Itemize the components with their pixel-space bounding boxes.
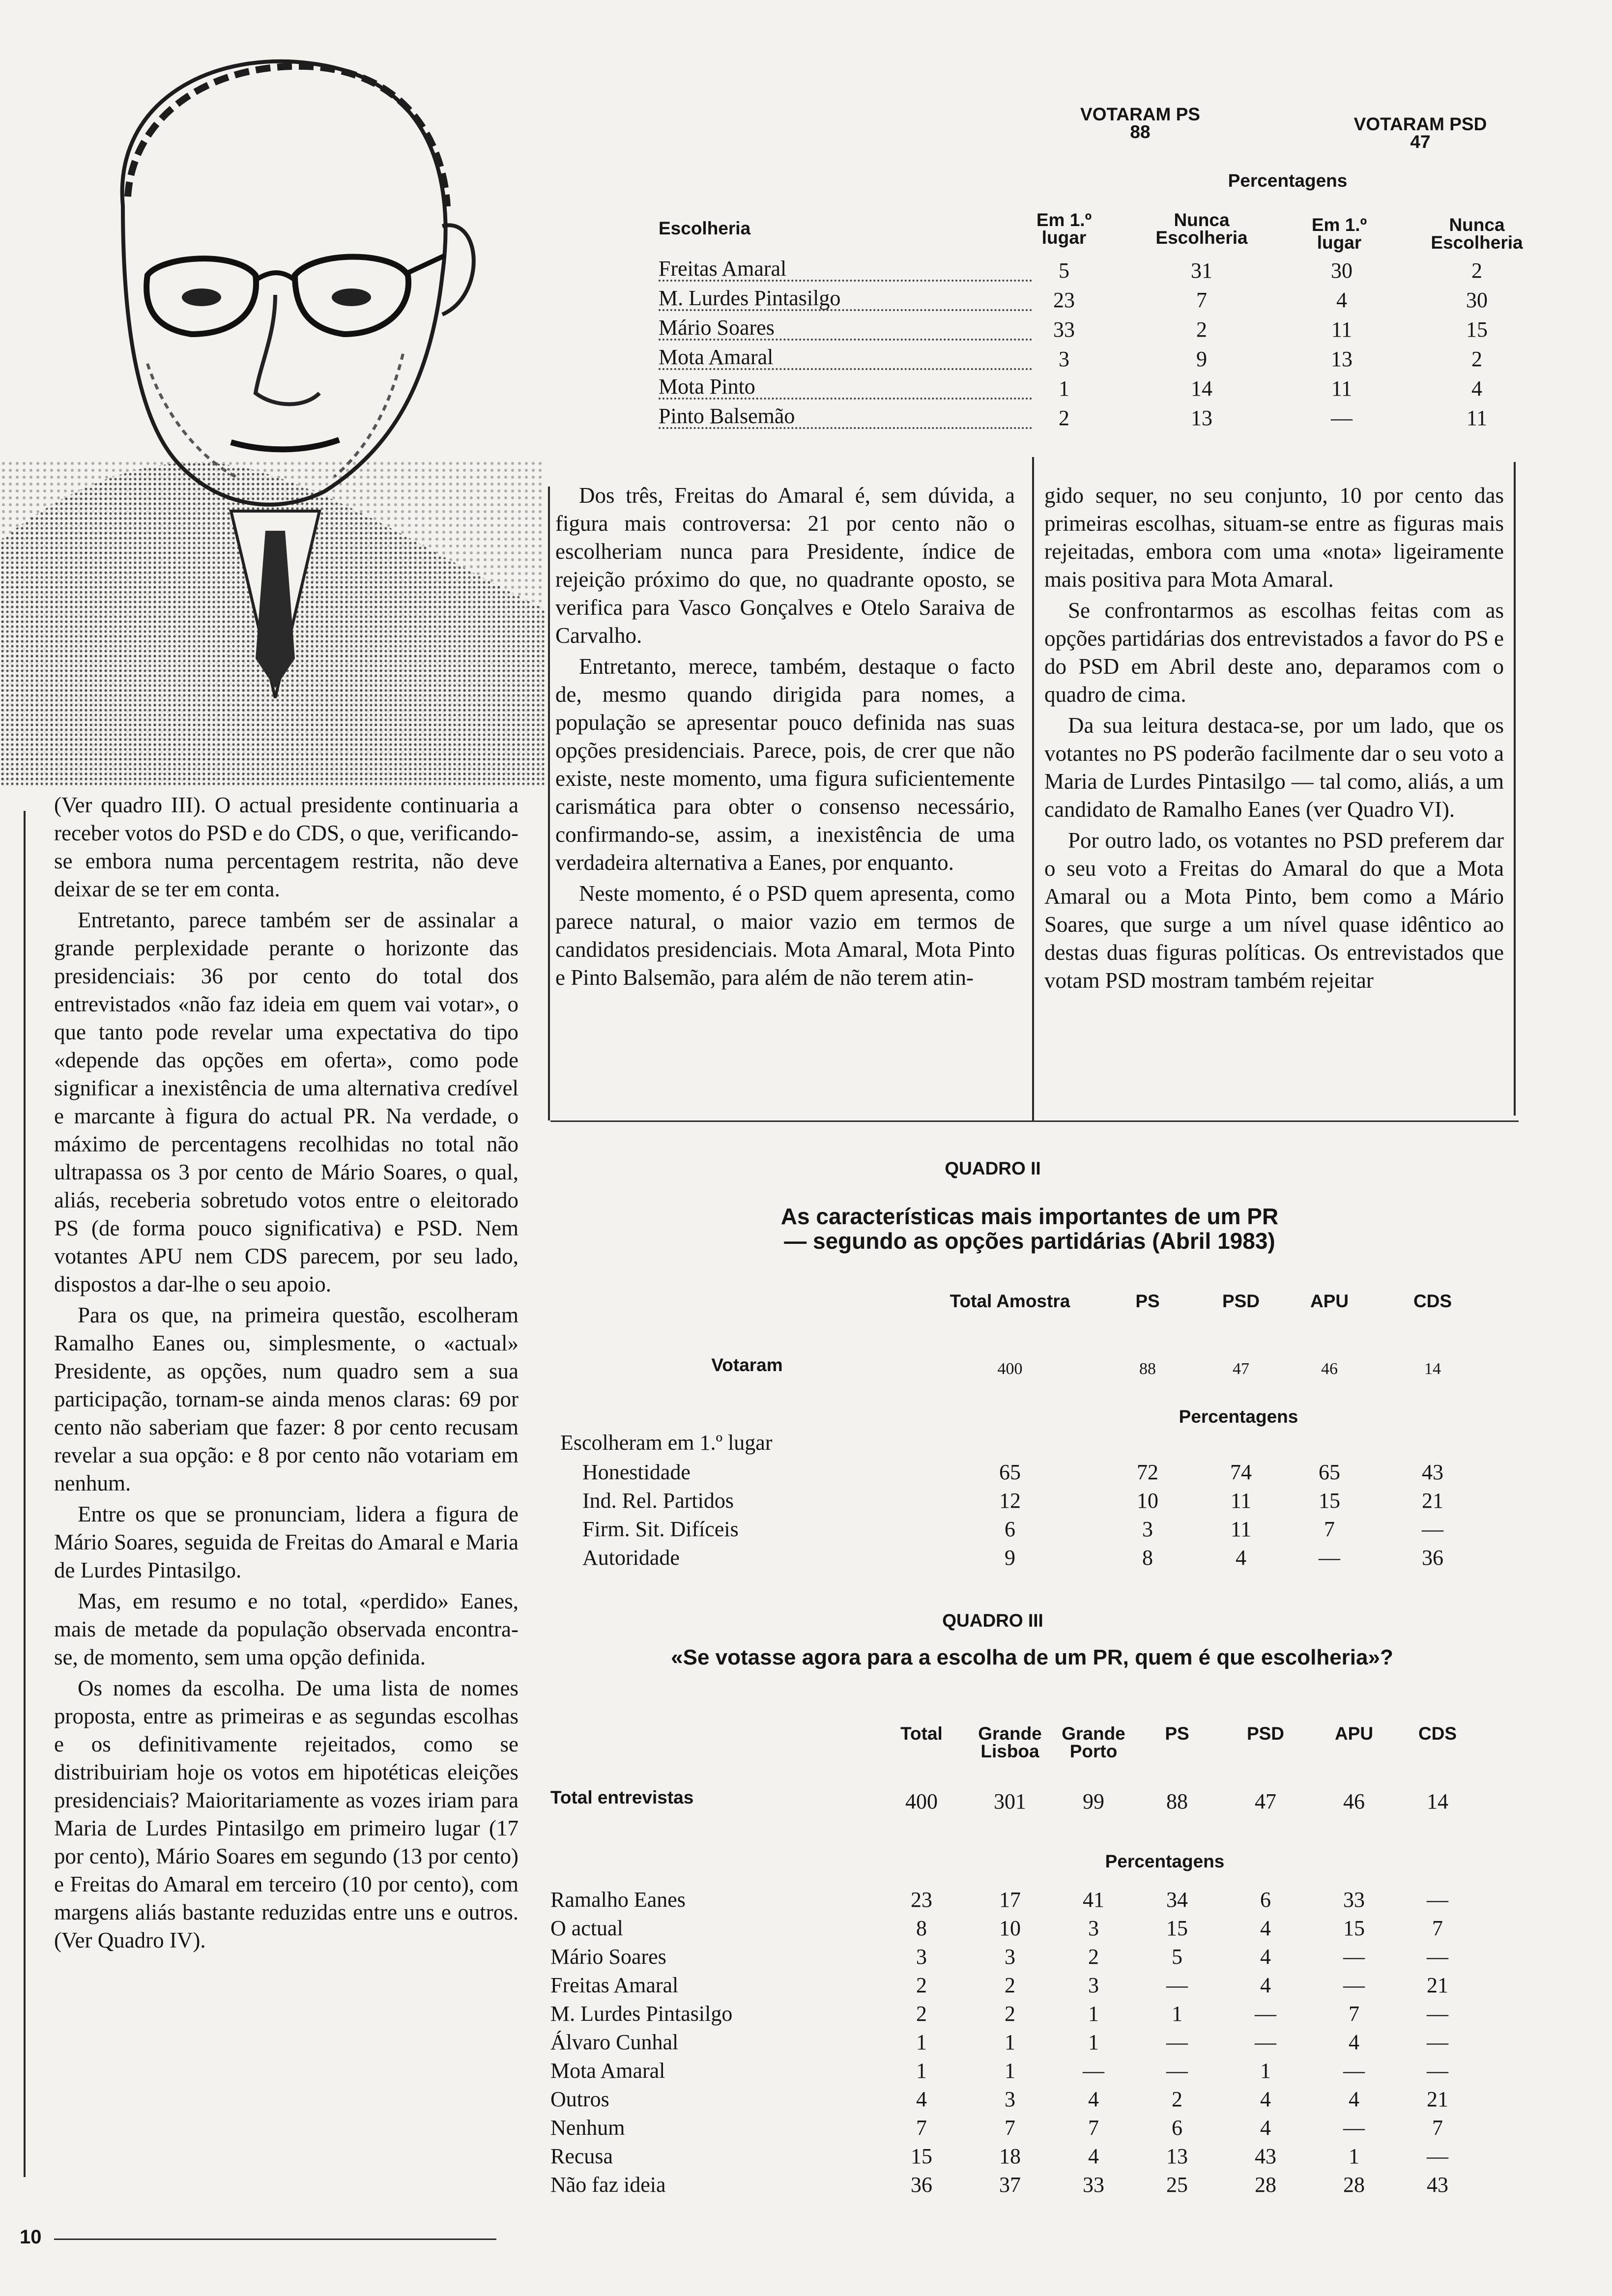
- paragraph: Dos três, Freitas do Amaral é, sem dúvida, a figura mais controversa: 21 por cento não o escolheriam nunca para Presidente, índice de rejeição próximo do que, no quadrante oposto, se verifica para Vasco Gonçalves e Otelo Saraiva de Carvalho.: [555, 483, 1015, 648]
- column-middle: [555, 482, 1015, 995]
- table-cell: —: [1427, 1945, 1448, 1969]
- table-cell: 28: [1343, 2173, 1365, 2197]
- paragraph: Por outro lado, os votantes no PSD preferem dar o seu voto a Freitas do Amaral do que a Mota Amaral ou a Mota Pinto, bem como a Mário Soares, que surge a um nível quase idêntico ao destas duas figuras políticas. Os entrevistados que votam PSD mostram também rejeitar: [1044, 828, 1504, 993]
- table-cell: 25: [1166, 2173, 1188, 2197]
- table-cell: 15: [1343, 1916, 1365, 1940]
- table-cell: 4: [1236, 1546, 1246, 1570]
- portrait-photo: [0, 20, 546, 786]
- table-row-name: Mota Amaral: [659, 346, 1032, 370]
- table-cell: —: [1427, 1888, 1448, 1912]
- table-cell: —: [1343, 2116, 1365, 2140]
- table-cell: 13: [1331, 347, 1353, 371]
- quadro-iii-label: QUADRO III: [942, 1610, 1043, 1631]
- paragraph: gido sequer, no seu conjunto, 10 por cento das primeiras escolhas, situam-se entre as figuras mais rejeitadas, embora com uma «nota» ligeiramente mais positiva para Mota Amaral.: [1044, 483, 1504, 592]
- table-cell: 36: [911, 2173, 932, 2197]
- table-cell: 4: [1471, 376, 1482, 401]
- table-cell: 88: [1139, 1360, 1156, 1378]
- table-cell: 8: [1142, 1546, 1153, 1570]
- group-title: VOTARAM PSD: [1353, 114, 1487, 134]
- table-cell: 31: [1191, 258, 1212, 283]
- table-cell: 11: [1466, 406, 1488, 430]
- table-row-name: Freitas Amaral: [659, 258, 1032, 282]
- col-header: PS: [1135, 1291, 1160, 1311]
- table-cell: 46: [1321, 1360, 1338, 1378]
- table-row-name: O actual: [550, 1916, 623, 1940]
- table-row-name: Mota Pinto: [659, 376, 1032, 400]
- table-cell: 21: [1422, 1489, 1443, 1513]
- table-cell: 4: [1260, 1916, 1271, 1940]
- col-header: Nunca Escolheria: [1155, 210, 1248, 248]
- table-cell: 2: [1196, 317, 1207, 342]
- col-header: Grande Lisboa: [978, 1723, 1042, 1761]
- table-row-name: Freitas Amaral: [550, 1973, 679, 1997]
- table-row-name: Ind. Rel. Partidos: [582, 1489, 734, 1513]
- table-cell: 2: [1471, 347, 1482, 371]
- quadro-ii-label: QUADRO II: [945, 1158, 1041, 1178]
- table-cell: 4: [1260, 1945, 1271, 1969]
- table-cell: 15: [911, 2144, 932, 2168]
- table-cell: 3: [1088, 1916, 1099, 1940]
- table-cell: 7: [1005, 2116, 1015, 2140]
- paragraph: (Ver quadro III). O actual presidente continuaria a receber votos do PSD e do CDS, o que, verificando-se embora numa percentagem restrita, não deve deixar de se ter em conta.: [54, 793, 518, 901]
- table-cell: 4: [1349, 2087, 1359, 2111]
- table-cell: 400: [905, 1789, 938, 1813]
- column-left: [54, 791, 518, 1957]
- table-cell: 6: [1172, 2116, 1182, 2140]
- table-cell: 1: [1260, 2059, 1271, 2083]
- table-cell: 3: [1005, 1945, 1015, 1969]
- table-cell: 65: [1319, 1460, 1340, 1484]
- table-cell: 9: [1196, 347, 1207, 371]
- table-row-name: Recusa: [550, 2144, 613, 2168]
- table-cell: 1: [1059, 376, 1069, 401]
- table-cell: 28: [1255, 2173, 1276, 2197]
- quadro-ii: [550, 1150, 1533, 1592]
- col-header: APU: [1334, 1723, 1374, 1744]
- table-cell: 1: [1005, 2059, 1015, 2083]
- table-cell: 2: [1471, 258, 1482, 283]
- quadro-iii-title: «Se votasse agora para a escolha de um PR, quem é que escolheria»?: [671, 1645, 1393, 1669]
- table-row-name: Álvaro Cunhal: [550, 2030, 679, 2054]
- paragraph: Entretanto, parece também ser de assinalar a grande perplexidade perante o horizonte das presidenciais: 36 por cento do total dos entrevistados «não faz ideia em quem vai votar», o que tanto pode revelar uma expectativa do tipo «depende das opções em oferta», como pode significar a inexistência de uma alternativa credível e marcante à figura do actual PR. Na verdade, o máximo de percentagens recolhidas no total não ultrapassa os 3 por cento de Mário Soares, o qual, aliás, receberia sobretudo votos entre o eleitorado PS (de forma pouco significativa) e PSD. Nem votantes APU nem CDS parecem, por seu lado, dispostos a dar-lhe o seu apoio.: [54, 908, 518, 1296]
- table-cell: 30: [1331, 258, 1353, 283]
- col-header: CDS: [1418, 1723, 1457, 1744]
- group-n: 47: [1410, 132, 1431, 152]
- paragraph: Entretanto, merece, também, destaque o facto de, mesmo quando dirigida para nomes, a população se apresentar pouco definida nas suas opções presidenciais. Parece, pois, de crer que não existe, neste momento, uma figura suficientemente carismática para obter o consenso necessário, confirmando-se, assim, a inexistência de uma verdadeira alternativa a Eanes, por enquanto.: [555, 654, 1015, 875]
- table-cell: 23: [911, 1888, 932, 1912]
- table-cell: 33: [1053, 317, 1075, 342]
- table-cell: 30: [1466, 288, 1488, 312]
- table-cell: —: [1331, 406, 1353, 430]
- paragraph: Se confrontarmos as escolhas feitas com as opções partidárias dos entrevistados a favor do PS e do PSD em Abril deste ano, deparamos com o quadro de cima.: [1044, 598, 1504, 707]
- table-cell: 47: [1255, 1789, 1276, 1813]
- table-cell: 99: [1083, 1789, 1104, 1813]
- table-cell: 11: [1331, 317, 1353, 342]
- col-header: PS: [1165, 1723, 1189, 1744]
- table-cell: 14: [1191, 376, 1212, 401]
- table-row-name: Mota Amaral: [550, 2059, 665, 2083]
- col-header: Grande Porto: [1062, 1723, 1125, 1761]
- col-header: APU: [1310, 1291, 1349, 1311]
- table-cell: 47: [1233, 1360, 1249, 1378]
- table-cell: 13: [1191, 406, 1212, 430]
- table-row-name: Ramalho Eanes: [550, 1888, 686, 1912]
- table-cell: 43: [1255, 2144, 1276, 2168]
- table-cell: —: [1166, 2059, 1188, 2083]
- table-cell: 33: [1343, 1888, 1365, 1912]
- table-row-name: Mário Soares: [659, 317, 1032, 341]
- table-cell: 15: [1166, 1916, 1188, 1940]
- table-cell: 72: [1137, 1460, 1158, 1484]
- table-row-name: Mário Soares: [550, 1945, 666, 1969]
- paragraph: Neste momento, é o PSD quem apresenta, como parece natural, o maior vazio em termos de candidatos presidenciais. Mota Amaral, Mota Pinto e Pinto Balsemão, para além de não terem atin-: [555, 881, 1015, 990]
- quadro-ii-subtitle: Percentagens: [1179, 1406, 1298, 1427]
- table-cell: 74: [1230, 1460, 1252, 1484]
- table-cell: 1: [916, 2030, 927, 2054]
- table-cell: 5: [1172, 1945, 1182, 1969]
- table-cell: 2: [1059, 406, 1069, 430]
- table-cell: 2: [1172, 2087, 1182, 2111]
- table-cell: 14: [1424, 1360, 1441, 1378]
- table-cell: 11: [1331, 376, 1353, 401]
- table1-subtitle: Percentagens: [1228, 171, 1348, 191]
- table-row-name: Firm. Sit. Difíceis: [582, 1517, 739, 1541]
- table-cell: 4: [1260, 2116, 1271, 2140]
- table-cell: 4: [1349, 2030, 1359, 2054]
- table-cell: 7: [1432, 2116, 1443, 2140]
- table-cell: 6: [1005, 1517, 1015, 1541]
- table-votaram: [639, 106, 1573, 435]
- table-cell: 7: [1196, 288, 1207, 312]
- table-cell: 10: [1137, 1489, 1158, 1513]
- table-cell: 43: [1427, 2173, 1448, 2197]
- table-cell: 1: [1088, 2002, 1099, 2026]
- col-header: Nunca Escolheria: [1431, 215, 1523, 253]
- paragraph: Para os que, na primeira questão, escolheram Ramalho Eanes ou, simplesmente, o «actual» Presidente, as opções, num quadro sem a sua participação, tornam-se ainda menos claras: 69 por cento não saberiam que fazer: 8 por cento recusam revelar a sua opção: e 8 por cento não votariam em nenhum.: [54, 1303, 518, 1495]
- table-cell: 11: [1230, 1517, 1252, 1541]
- section-rule: [550, 1120, 1519, 1122]
- paragraph: Da sua leitura destaca-se, por um lado, que os votantes no PS poderão facilmente dar o seu voto a Maria de Lurdes Pintasilgo — tal como, aliás, a um candidato de Ramalho Eanes (ver Quadro VI).: [1044, 713, 1504, 822]
- quadro-iii-subtitle: Percentagens: [1105, 1851, 1225, 1871]
- table-cell: 6: [1260, 1888, 1271, 1912]
- table-cell: 23: [1053, 288, 1075, 312]
- total-label: Total entrevistas: [550, 1787, 694, 1808]
- table-cell: 1: [916, 2059, 927, 2083]
- table-cell: 3: [1005, 2087, 1015, 2111]
- table-cell: 36: [1422, 1546, 1443, 1570]
- table-row-name: M. Lurdes Pintasilgo: [659, 287, 1032, 311]
- table-cell: 400: [997, 1360, 1023, 1378]
- table-cell: 4: [1336, 288, 1347, 312]
- table-cell: 4: [1088, 2087, 1099, 2111]
- title-line: — segundo as opções partidárias (Abril 1983): [784, 1228, 1275, 1254]
- votaram-label: Votaram: [711, 1355, 783, 1375]
- table-cell: 3: [1059, 347, 1069, 371]
- group-label: Escolheram em 1.º lugar: [560, 1431, 773, 1455]
- table-cell: 41: [1083, 1888, 1104, 1912]
- col-header: Total Amostra: [950, 1291, 1070, 1311]
- table-cell: —: [1083, 2059, 1104, 2083]
- table-cell: 2: [1088, 1945, 1099, 1969]
- table-cell: 34: [1166, 1888, 1188, 1912]
- table-cell: 15: [1319, 1489, 1340, 1513]
- group-header-ps: [1052, 106, 1229, 141]
- page-number: 10: [20, 2226, 42, 2248]
- table-cell: 7: [1088, 2116, 1099, 2140]
- table-row-name: Pinto Balsemão: [659, 405, 1032, 429]
- table-cell: 2: [1005, 2002, 1015, 2026]
- table-row-name: Nenhum: [550, 2116, 625, 2140]
- table-cell: 2: [1005, 1973, 1015, 1997]
- table-cell: —: [1427, 2059, 1448, 2083]
- table-cell: —: [1343, 2059, 1365, 2083]
- table-cell: 5: [1059, 258, 1069, 283]
- table-row-name: M. Lurdes Pintasilgo: [550, 2002, 733, 2026]
- table-cell: 8: [916, 1916, 927, 1940]
- table-cell: —: [1427, 2002, 1448, 2026]
- footer-rule: [54, 2239, 496, 2240]
- table-cell: 15: [1466, 317, 1488, 342]
- table-cell: 11: [1230, 1489, 1252, 1513]
- table-cell: 1: [1005, 2030, 1015, 2054]
- table-cell: 21: [1427, 2087, 1448, 2111]
- table-cell: 2: [916, 2002, 927, 2026]
- col-header: Total: [900, 1723, 943, 1744]
- column-right: [1044, 482, 1504, 998]
- table-cell: —: [1427, 2030, 1448, 2054]
- table-cell: 7: [1432, 1916, 1443, 1940]
- column-rule: [548, 487, 550, 1120]
- table-row-name: Não faz ideia: [550, 2173, 666, 2197]
- table-cell: —: [1166, 2030, 1188, 2054]
- table-cell: 3: [916, 1945, 927, 1969]
- table-cell: 1: [1349, 2144, 1359, 2168]
- col-header: PSD: [1222, 1291, 1260, 1311]
- quadro-iii: [541, 1602, 1543, 2216]
- table-cell: 3: [1088, 1973, 1099, 1997]
- column-rule: [1032, 457, 1034, 1120]
- group-title: VOTARAM PS: [1080, 104, 1200, 124]
- table1-row-header: Escolheria: [659, 218, 751, 238]
- table-row-name: Outros: [550, 2087, 609, 2111]
- group-n: 88: [1130, 122, 1151, 142]
- table-cell: 17: [999, 1888, 1021, 1912]
- table-cell: 9: [1005, 1546, 1015, 1570]
- table-cell: 21: [1427, 1973, 1448, 1997]
- title-line: As características mais importantes de um PR: [780, 1204, 1279, 1229]
- table-cell: —: [1255, 2002, 1276, 2026]
- col-header: CDS: [1413, 1291, 1452, 1311]
- table-row-name: Honestidade: [582, 1460, 691, 1484]
- table-cell: 14: [1427, 1789, 1448, 1813]
- table-cell: 7: [916, 2116, 927, 2140]
- table-cell: 43: [1422, 1460, 1443, 1484]
- table-cell: 3: [1142, 1517, 1153, 1541]
- table-cell: 1: [1088, 2030, 1099, 2054]
- table-cell: 12: [999, 1489, 1021, 1513]
- table-cell: 46: [1343, 1789, 1365, 1813]
- quadro-ii-title: [673, 1204, 1386, 1253]
- col-header: Em 1.º lugar: [1036, 210, 1092, 248]
- table-cell: —: [1319, 1546, 1340, 1570]
- table-cell: 4: [916, 2087, 927, 2111]
- table-row-name: Autoridade: [582, 1546, 680, 1570]
- table-cell: 7: [1324, 1517, 1335, 1541]
- table-cell: —: [1255, 2030, 1276, 2054]
- table-cell: —: [1343, 1945, 1365, 1969]
- paragraph: Mas, em resumo e no total, «perdido» Eanes, mais de metade da população observada encontra-se, de momento, sem uma opção definida.: [54, 1589, 518, 1669]
- table-cell: 4: [1088, 2144, 1099, 2168]
- table-cell: —: [1422, 1517, 1443, 1541]
- column-rule: [24, 811, 26, 2177]
- table-cell: 18: [999, 2144, 1021, 2168]
- table-cell: 1: [1172, 2002, 1182, 2026]
- table-cell: 10: [999, 1916, 1021, 1940]
- table-cell: 65: [999, 1460, 1021, 1484]
- table-cell: 301: [994, 1789, 1026, 1813]
- table-cell: 13: [1166, 2144, 1188, 2168]
- table-cell: —: [1166, 1973, 1188, 1997]
- paragraph: Os nomes da escolha. De uma lista de nomes proposta, entre as primeiras e as segundas escolhas e os definitivamente rejeitados, como se distribuiriam hoje os votos em hipotéticas eleições presidenciais? Maioritariamente as vozes iriam para Maria de Lurdes Pintasilgo em primeiro lugar (17 por cento), Mário Soares em segundo (13 por cento) e Freitas do Amaral em terceiro (10 por cento), com margens aliás bastante reduzidas entre uns e outros. (Ver Quadro IV).: [54, 1676, 518, 1952]
- table-cell: 88: [1166, 1789, 1188, 1813]
- table-cell: —: [1343, 1973, 1365, 1997]
- table-cell: 2: [916, 1973, 927, 1997]
- table-cell: —: [1427, 2144, 1448, 2168]
- table-cell: 37: [999, 2173, 1021, 2197]
- column-rule: [1514, 462, 1516, 1116]
- group-header-psd: [1327, 115, 1514, 151]
- table-cell: 33: [1083, 2173, 1104, 2197]
- table-cell: 4: [1260, 1973, 1271, 1997]
- table-cell: 7: [1349, 2002, 1359, 2026]
- paragraph: Entre os que se pronunciam, lidera a figura de Mário Soares, seguida de Freitas do Amaral e Maria de Lurdes Pintasilgo.: [54, 1502, 518, 1582]
- col-header: PSD: [1246, 1723, 1285, 1744]
- table-cell: 4: [1260, 2087, 1271, 2111]
- col-header: Em 1.º lugar: [1311, 215, 1367, 253]
